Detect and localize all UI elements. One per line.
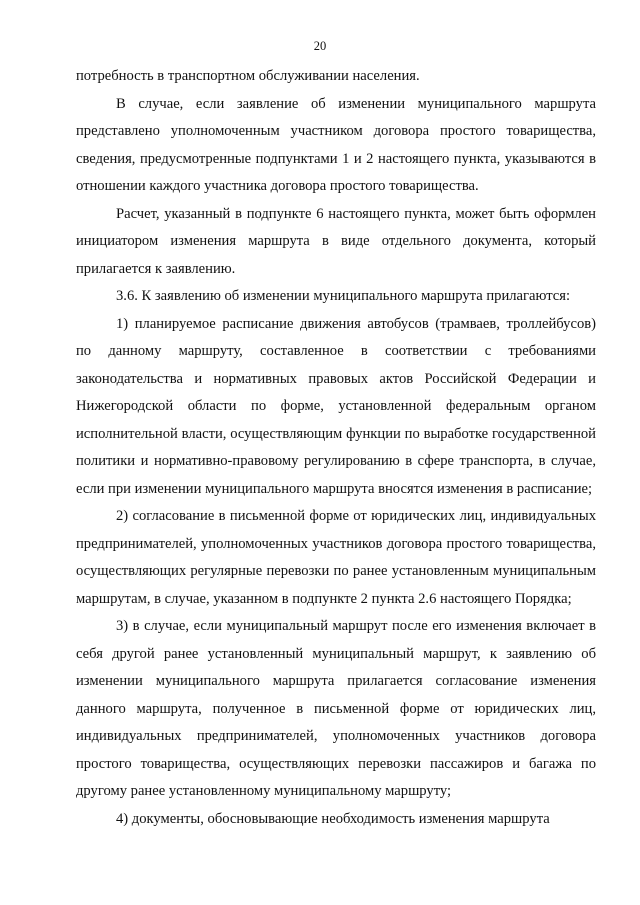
page-number: 20	[313, 39, 327, 53]
document-body	[76, 63, 596, 833]
list-item-1-schedule: 1) планируемое расписание движения автобусов (трамваев, троллейбусов) по данному маршруту, составленное в соответствии с требованиями законодательства и нормативных правовых актов Российской Федерации и Нижегородской области по форме, установленной федеральным органом исполнительной власти, осуществляющим функции по выработке государственной политики и нормативно-правовому регулированию в сфере транспорта, в случае, если при изменении муниципального маршрута вносятся изменения в расписание;	[76, 315, 596, 497]
paragraph-joint-partnership-info: В случае, если заявление об изменении муниципального маршрута представлено уполномоченным участником договора простого товарищества, сведения, предусмотренные подпунктами 1 и 2 настоящего пункта, указываются в отношении каждого участника договора простого товарищества.	[76, 95, 596, 194]
paragraph-section-3-6-heading: 3.6. К заявлению об изменении муниципального маршрута прилагаются:	[116, 288, 571, 304]
list-item-3-route-inclusion: 3) в случае, если муниципальный маршрут после его изменения включает в себя другой ранее установленный муниципальный маршрут, к заявлению об изменении муниципального маршрута прилагается согласование изменения данного маршрута, полученное в письменной форме от юридических лиц, индивидуальных предпринимателей, уполномоченных участников договора простого товарищества, осуществляющих перевозки пассажиров и багажа по другому ранее установленному муниципальному маршруту;	[76, 618, 596, 799]
paragraph-continuation: потребность в транспортном обслуживании населения.	[76, 68, 420, 84]
paragraph-calculation-note: Расчет, указанный в подпункте 6 настоящего пункта, может быть оформлен инициатором изменения маршрута в виде отдельного документа, который прилагается к заявлению.	[76, 205, 596, 277]
list-item-4-justification: 4) документы, обосновывающие необходимость изменения маршрута	[116, 810, 550, 827]
list-item-2-consent: 2) согласование в письменной форме от юридических лиц, индивидуальных предпринимателей, уполномоченных участников договора простого товарищества, осуществляющих регулярные перевозки по ранее установленным муниципальным маршрутам, в случае, указанном в подпункте 2 пункта 2.6 настоящего Порядка;	[76, 508, 596, 607]
